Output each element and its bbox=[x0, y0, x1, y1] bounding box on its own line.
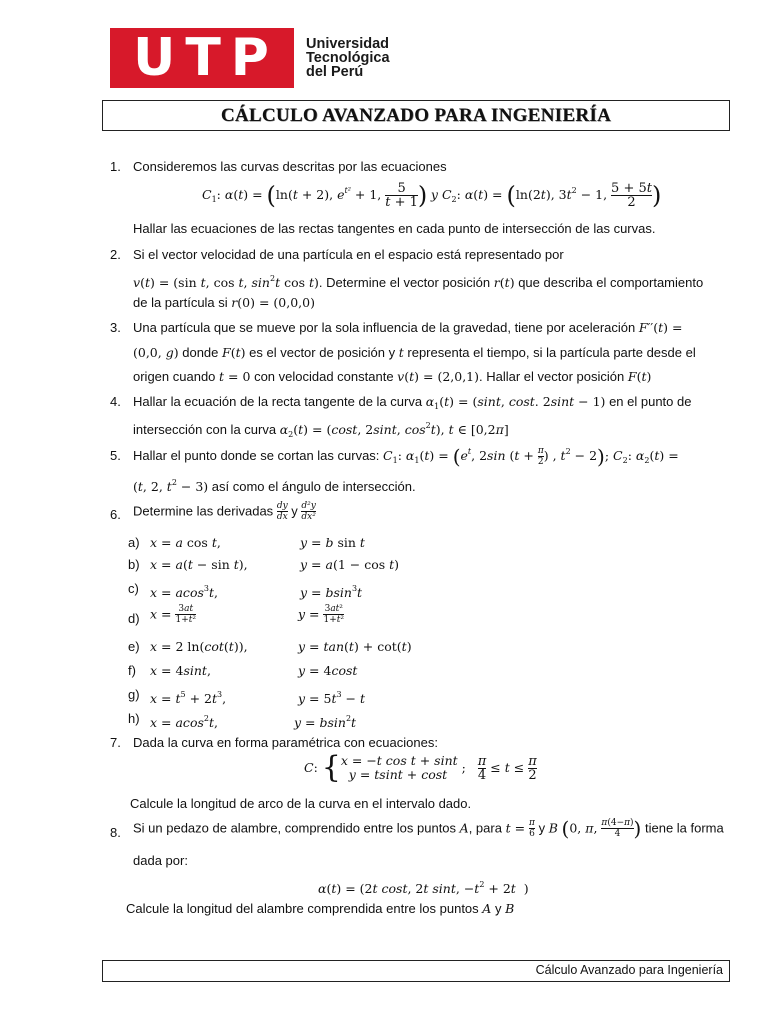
item-d-x: x = $\frac{3at}{\text{1+t²}}$ bbox=[150, 604, 196, 625]
item-label: d) bbox=[128, 611, 140, 626]
item-a-y: y = b sin t bbox=[300, 535, 365, 550]
problem-8-line2: dada por: bbox=[133, 853, 188, 868]
item-c-x: x = acos$^3$t, bbox=[150, 584, 218, 600]
problem-3-line1: Una partícula que se mueve por la sola influencia de la gravedad, tiene por aceleración F′′(t) = bbox=[133, 320, 683, 335]
title-box bbox=[102, 100, 730, 131]
logo-wordmark: Universidad Tecnológica del Perú bbox=[306, 36, 390, 80]
item-label: c) bbox=[128, 581, 139, 596]
item-f-y: y = 4cost bbox=[298, 663, 358, 678]
problem-number: 6. bbox=[110, 507, 121, 522]
problem-2-line2: v(t) = (sin t, cos t, $\sin^2t$ cos t). Determine el vector posición r(t) que describa el comportamiento bbox=[133, 274, 704, 290]
problem-number: 3. bbox=[110, 320, 121, 335]
item-label: b) bbox=[128, 557, 140, 572]
utp-logo bbox=[110, 28, 390, 88]
item-b-x: x = a(t − sin t), bbox=[150, 557, 248, 572]
problem-3-line3: origen cuando t = 0 con velocidad constante v(t) = (2,0,1). Hallar el vector posición F(t) bbox=[133, 369, 652, 384]
logo-letter-p: P bbox=[230, 28, 271, 88]
problem-7-intro: Dada la curva en forma paramétrica con ecuaciones: bbox=[133, 735, 438, 750]
footer bbox=[102, 960, 730, 982]
item-e-y: y = tan(t) + cot(t) bbox=[298, 639, 412, 654]
problem-7-text: Calcule la longitud de arco de la curva en el intervalo dado. bbox=[130, 796, 472, 811]
problem-4-line2: intersección con la curva $\alpha_2(t) = (\cos t$, 2sint, $\cos^2t$), t ∈ [0,2π] bbox=[133, 421, 509, 439]
problem-number: 1. bbox=[110, 159, 121, 174]
item-g-y: $y = 5t^3 - t$ bbox=[298, 690, 366, 706]
problem-5-line1: Hallar el punto donde se cortan las curvas: $C_1$: $\alpha_1(t) = (e^t$, 2sin (t + $\frac{\pi}{2}$ ) , $t^2 - 2$); $C_2$: $\alpha_2(t)$ = bbox=[133, 444, 679, 469]
problem-8-equation: α(t) = (2t cost, 2t sint, $-t^2 + 2t$ ) bbox=[318, 880, 529, 896]
problem-1-equation: $C_1$: α(t) = (ln(t + 2), $e^{t^2} + 1$, $\frac{5}{t + 1}$ ) y $C_2$: α(t) = (ln(2t), $3t^2 - 1$, $\frac{5 + 5t}{2}$ ) bbox=[202, 181, 662, 210]
problem-2-line1: Si el vector velocidad de una partícula en el espacio está representado por bbox=[133, 247, 564, 262]
item-d-y: y = $\frac{\text{3at²}}{\text{1+t²}}$ bbox=[298, 604, 344, 625]
problem-2-line3: de la partícula si r(0) = (0,0,0) bbox=[133, 295, 315, 310]
problem-number: 8. bbox=[110, 825, 121, 840]
problem-1-text: Hallar las ecuaciones de las rectas tangentes en cada punto de intersección de las curvas. bbox=[133, 221, 656, 236]
problem-5-line2: (t, 2, $t^2 - 3$) así como el ángulo de intersección. bbox=[133, 478, 416, 494]
item-label: g) bbox=[128, 687, 140, 702]
item-a-x: x = a cos t, bbox=[150, 535, 221, 550]
problem-number: 7. bbox=[110, 735, 121, 750]
page-title: CÁLCULO AVANZADO PARA INGENIERÍA bbox=[220, 104, 612, 126]
logo-letter-u: U bbox=[133, 28, 178, 88]
logo-mark bbox=[110, 28, 294, 88]
item-f-x: x = 4sint, bbox=[150, 663, 211, 678]
problem-number: 5. bbox=[110, 448, 121, 463]
problem-8-line1: Si un pedazo de alambre, comprendido entre los puntos A, para t = $\frac{\pi}{6}$ y B (0, π, $\frac{\pi(4-\pi)}{4}$ ) tiene la forma bbox=[133, 816, 724, 841]
problem-3-line2: (0,0, g) donde F(t) es el vector de posición y t representa el tiempo, si la partícula parte desde el bbox=[133, 345, 696, 360]
item-g-x: $x = t^5 + 2t^3$, bbox=[150, 690, 227, 706]
item-label: h) bbox=[128, 711, 140, 726]
logo-letter-t: T bbox=[185, 28, 223, 88]
problem-number: 2. bbox=[110, 247, 121, 262]
problem-4-line1: Hallar la ecuación de la recta tangente de la curva $\alpha_1(t) = (\sin t$, cost. 2sint − 1) en el punto de bbox=[133, 394, 692, 411]
item-label: a) bbox=[128, 535, 140, 550]
item-h-y: y = bsin$^2$t bbox=[294, 714, 357, 730]
problem-8-text: Calcule la longitud del alambre comprendida entre los puntos A y B bbox=[126, 901, 515, 916]
item-label: e) bbox=[128, 639, 140, 654]
item-h-x: x = acos$^2$t, bbox=[150, 714, 218, 730]
problem-6-intro: Determine las derivadas $\frac{dy}{dx}$ y $\frac{\text{d²y}}{\text{dx²}}$ bbox=[133, 501, 316, 522]
footer-text: Cálculo Avanzado para Ingeniería bbox=[535, 963, 723, 977]
item-label: f) bbox=[128, 663, 136, 678]
problem-7-equation: C: { x = −t cos t + sint y = tsint + cost ; $\frac{\pi}{4}$ ≤ t ≤ $\frac{\pi}{2}$ bbox=[304, 750, 537, 785]
item-b-y: y = a(1 − cos t) bbox=[300, 557, 400, 572]
problem-1-intro: Consideremos las curvas descritas por las ecuaciones bbox=[133, 159, 447, 174]
item-c-y: y = bsin$^3$t bbox=[300, 584, 363, 600]
item-e-x: x = 2 ln(cot(t)), bbox=[150, 639, 248, 654]
problem-number: 4. bbox=[110, 394, 121, 409]
